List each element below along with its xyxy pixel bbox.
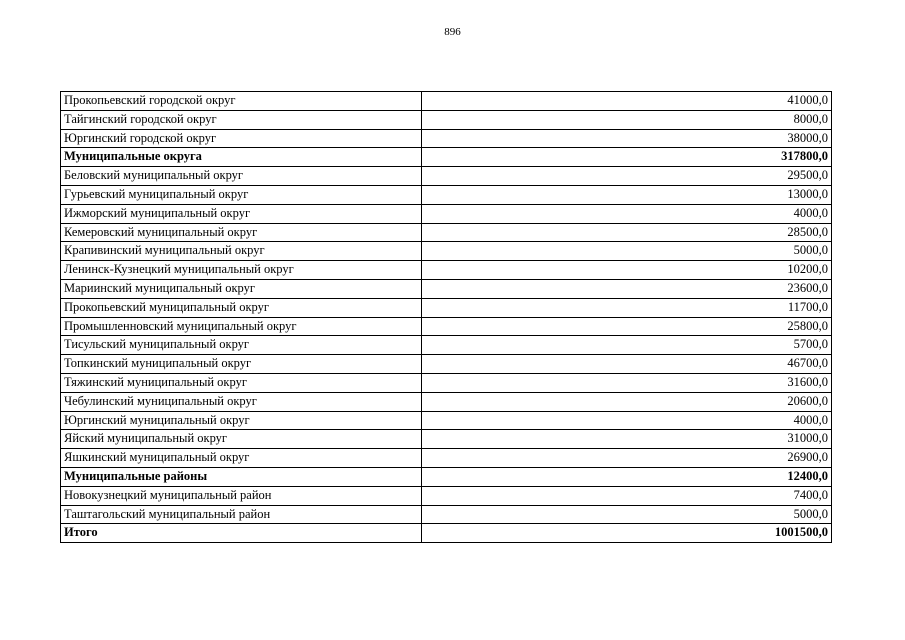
row-name-cell: Итого — [61, 524, 422, 543]
row-name-cell: Яшкинский муниципальный округ — [61, 449, 422, 468]
row-name-cell: Новокузнецкий муниципальный район — [61, 486, 422, 505]
row-value-cell: 8000,0 — [422, 110, 832, 129]
table-row — [61, 449, 832, 468]
row-name-cell: Таштагольский муниципальный район — [61, 505, 422, 524]
table-row — [61, 317, 832, 336]
row-name-cell: Прокопьевский муниципальный округ — [61, 298, 422, 317]
table-row — [61, 92, 832, 111]
table-row — [61, 411, 832, 430]
row-name-cell: Тайгинский городской округ — [61, 110, 422, 129]
row-name-cell: Топкинский муниципальный округ — [61, 355, 422, 374]
row-value-cell: 1001500,0 — [422, 524, 832, 543]
row-name-cell: Юргинский городской округ — [61, 129, 422, 148]
table-row — [61, 129, 832, 148]
row-name-cell: Тисульский муниципальный округ — [61, 336, 422, 355]
row-name-cell: Ленинск-Кузнецкий муниципальный округ — [61, 261, 422, 280]
table-row — [61, 261, 832, 280]
table-row — [61, 298, 832, 317]
row-value-cell: 5000,0 — [422, 242, 832, 261]
row-value-cell: 7400,0 — [422, 486, 832, 505]
table-row — [61, 392, 832, 411]
row-value-cell: 5000,0 — [422, 505, 832, 524]
row-value-cell: 31600,0 — [422, 373, 832, 392]
table-row — [61, 486, 832, 505]
row-value-cell: 26900,0 — [422, 449, 832, 468]
table-row — [61, 223, 832, 242]
row-value-cell: 28500,0 — [422, 223, 832, 242]
table-row — [61, 204, 832, 223]
row-name-cell: Тяжинский муниципальный округ — [61, 373, 422, 392]
table-row — [61, 242, 832, 261]
row-value-cell: 13000,0 — [422, 185, 832, 204]
table-row — [61, 167, 832, 186]
row-value-cell: 4000,0 — [422, 204, 832, 223]
row-value-cell: 11700,0 — [422, 298, 832, 317]
table-row-total — [61, 148, 832, 167]
table-row — [61, 373, 832, 392]
row-value-cell: 23600,0 — [422, 279, 832, 298]
table-row-total — [61, 524, 832, 543]
table-row-total — [61, 467, 832, 486]
row-value-cell: 20600,0 — [422, 392, 832, 411]
row-value-cell: 317800,0 — [422, 148, 832, 167]
table-row — [61, 355, 832, 374]
row-name-cell: Промышленновский муниципальный округ — [61, 317, 422, 336]
table-row — [61, 430, 832, 449]
row-name-cell: Крапивинский муниципальный округ — [61, 242, 422, 261]
row-value-cell: 46700,0 — [422, 355, 832, 374]
row-value-cell: 38000,0 — [422, 129, 832, 148]
row-name-cell: Гурьевский муниципальный округ — [61, 185, 422, 204]
row-name-cell: Прокопьевский городской округ — [61, 92, 422, 111]
row-value-cell: 41000,0 — [422, 92, 832, 111]
row-name-cell: Чебулинский муниципальный округ — [61, 392, 422, 411]
row-value-cell: 25800,0 — [422, 317, 832, 336]
table-row — [61, 279, 832, 298]
row-name-cell: Муниципальные округа — [61, 148, 422, 167]
table-row — [61, 505, 832, 524]
row-value-cell: 31000,0 — [422, 430, 832, 449]
row-value-cell: 12400,0 — [422, 467, 832, 486]
row-name-cell: Ижморский муниципальный округ — [61, 204, 422, 223]
table-body — [61, 92, 832, 543]
row-name-cell: Кемеровский муниципальный округ — [61, 223, 422, 242]
row-name-cell: Беловский муниципальный округ — [61, 167, 422, 186]
row-name-cell: Муниципальные районы — [61, 467, 422, 486]
table-row — [61, 336, 832, 355]
table-row — [61, 185, 832, 204]
budget-table — [60, 91, 832, 543]
table-row — [61, 110, 832, 129]
row-name-cell: Яйский муниципальный округ — [61, 430, 422, 449]
row-value-cell: 29500,0 — [422, 167, 832, 186]
row-value-cell: 10200,0 — [422, 261, 832, 280]
page-number: 896 — [444, 26, 461, 38]
row-value-cell: 5700,0 — [422, 336, 832, 355]
row-name-cell: Юргинский муниципальный округ — [61, 411, 422, 430]
row-name-cell: Мариинский муниципальный округ — [61, 279, 422, 298]
row-value-cell: 4000,0 — [422, 411, 832, 430]
